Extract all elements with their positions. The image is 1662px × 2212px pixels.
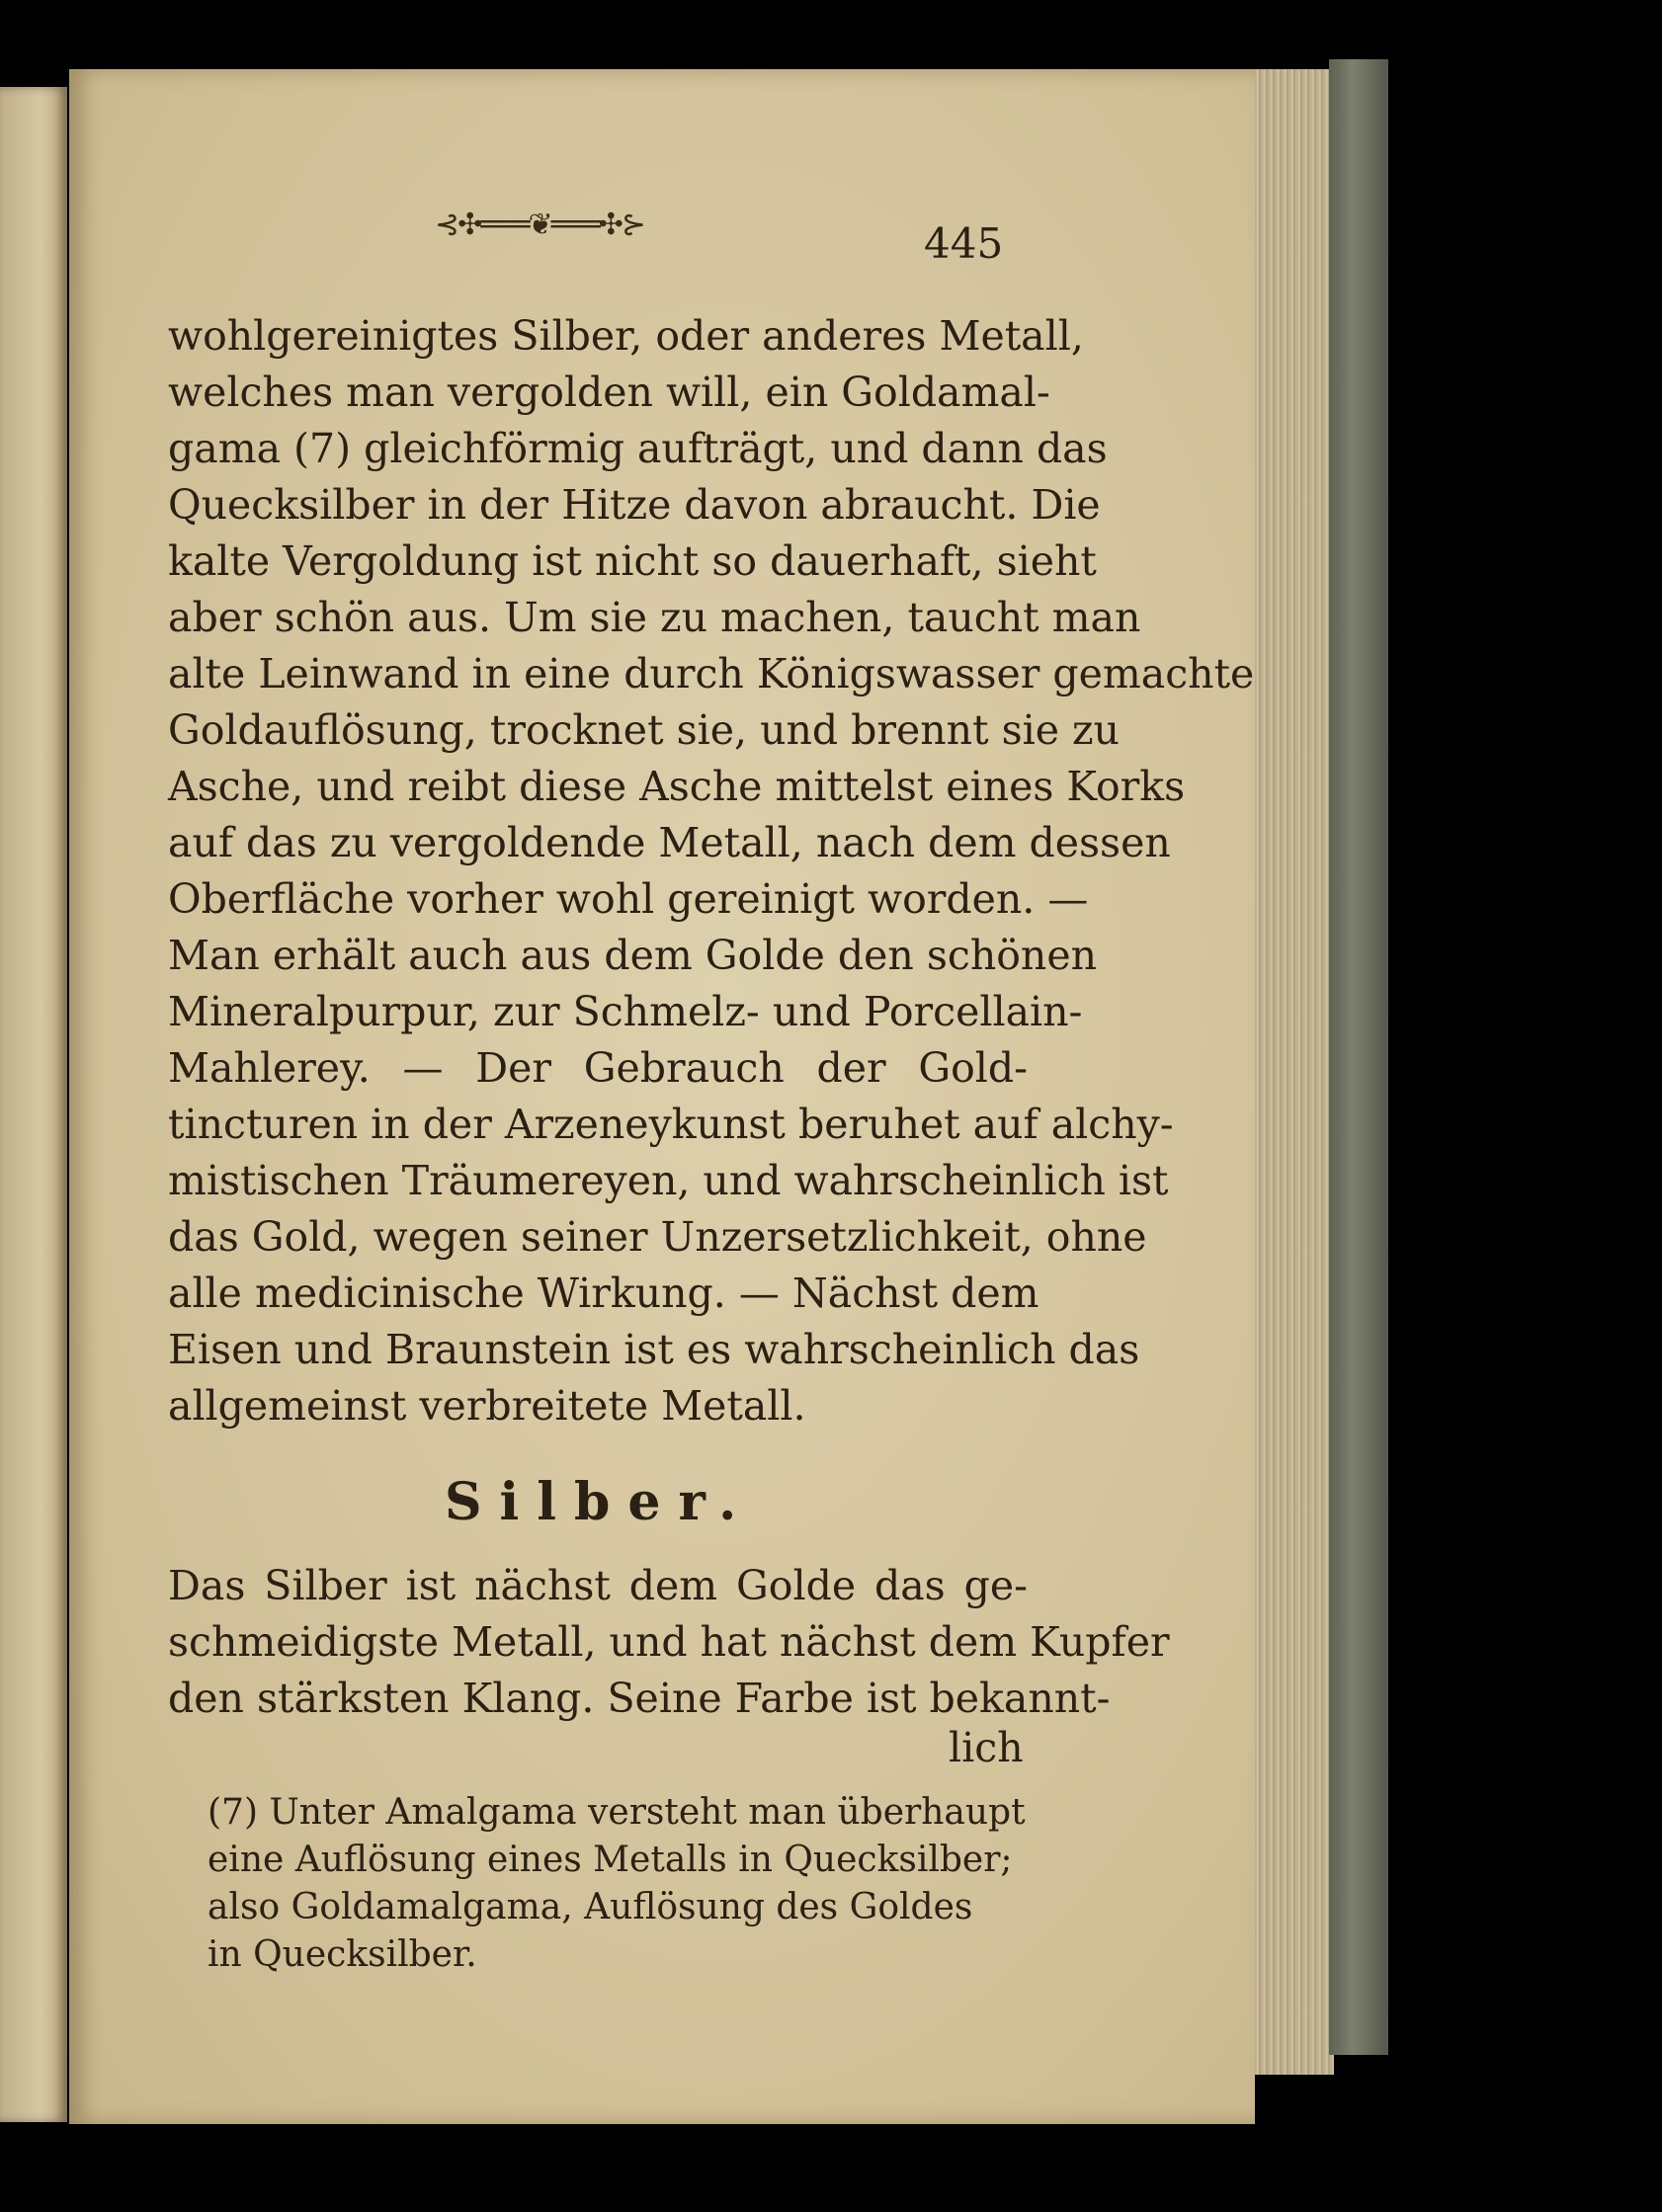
text-line: wohlgereinigtes Silber, oder anderes Metall, <box>168 312 1084 360</box>
text-line: Goldauflösung, trocknet sie, und brennt sie zu <box>168 706 1121 754</box>
text-line: aber schön aus. Um sie zu machen, taucht man <box>168 594 1141 641</box>
text-line: welches man vergolden will, ein Goldamal- <box>168 369 1050 416</box>
catchword: lich <box>949 1724 1024 1771</box>
page-number: 445 <box>924 219 1004 268</box>
text-line: Man erhält auch aus dem Golde den schönen <box>168 932 1097 979</box>
footnote-line: in Quecksilber. <box>208 1934 477 1975</box>
text-line: Mahlerey. — Der Gebrauch der Gold- <box>168 1044 1028 1092</box>
text-line: kalte Vergoldung ist nicht so dauerhaft, sieht <box>168 537 1097 585</box>
text-line: tincturen in der Arzeneykunst beruhet auf alchy- <box>168 1101 1174 1148</box>
text-line: Asche, und reibt diese Asche mittelst eines Korks <box>168 763 1186 810</box>
text-line: gama (7) gleichförmig aufträgt, und dann das <box>168 425 1108 472</box>
text-line: den stärksten Klang. Seine Farbe ist bekannt- <box>168 1675 1111 1722</box>
text-line: alle medicinische Wirkung. — Nächst dem <box>168 1270 1039 1317</box>
footnote-line: also Goldamalgama, Auflösung des Goldes <box>208 1887 973 1927</box>
footnote-line: eine Auflösung eines Metalls in Quecksilber; <box>208 1840 1013 1880</box>
text-line: Eisen und Braunstein ist es wahrscheinlich das <box>168 1326 1140 1373</box>
text-line: mistischen Träumereyen, und wahrscheinlich ist <box>168 1157 1169 1204</box>
section-heading: Silber. <box>445 1472 755 1532</box>
header-ornament: ⊰✣═══❦═══✣⊱ <box>435 207 645 242</box>
text-line: Das Silber ist nächst dem Golde das ge- <box>168 1562 1028 1609</box>
text-line: schmeidigste Metall, und hat nächst dem Kupfer <box>168 1618 1170 1666</box>
footnote-line: (7) Unter Amalgama versteht man überhaupt <box>208 1792 1026 1833</box>
text-line: Quecksilber in der Hitze davon abraucht. Die <box>168 481 1101 529</box>
text-line: das Gold, wegen seiner Unzersetzlichkeit, ohne <box>168 1213 1147 1261</box>
text-line: Oberfläche vorher wohl gereinigt worden. — <box>168 875 1089 923</box>
text-line: allgemeinst verbreitete Metall. <box>168 1382 806 1430</box>
text-line: alte Leinwand in eine durch Königswasser gemachte <box>168 650 1255 697</box>
text-line: auf das zu vergoldende Metall, nach dem dessen <box>168 819 1171 866</box>
text-line: Mineralpurpur, zur Schmelz- und Porcellain- <box>168 988 1083 1035</box>
